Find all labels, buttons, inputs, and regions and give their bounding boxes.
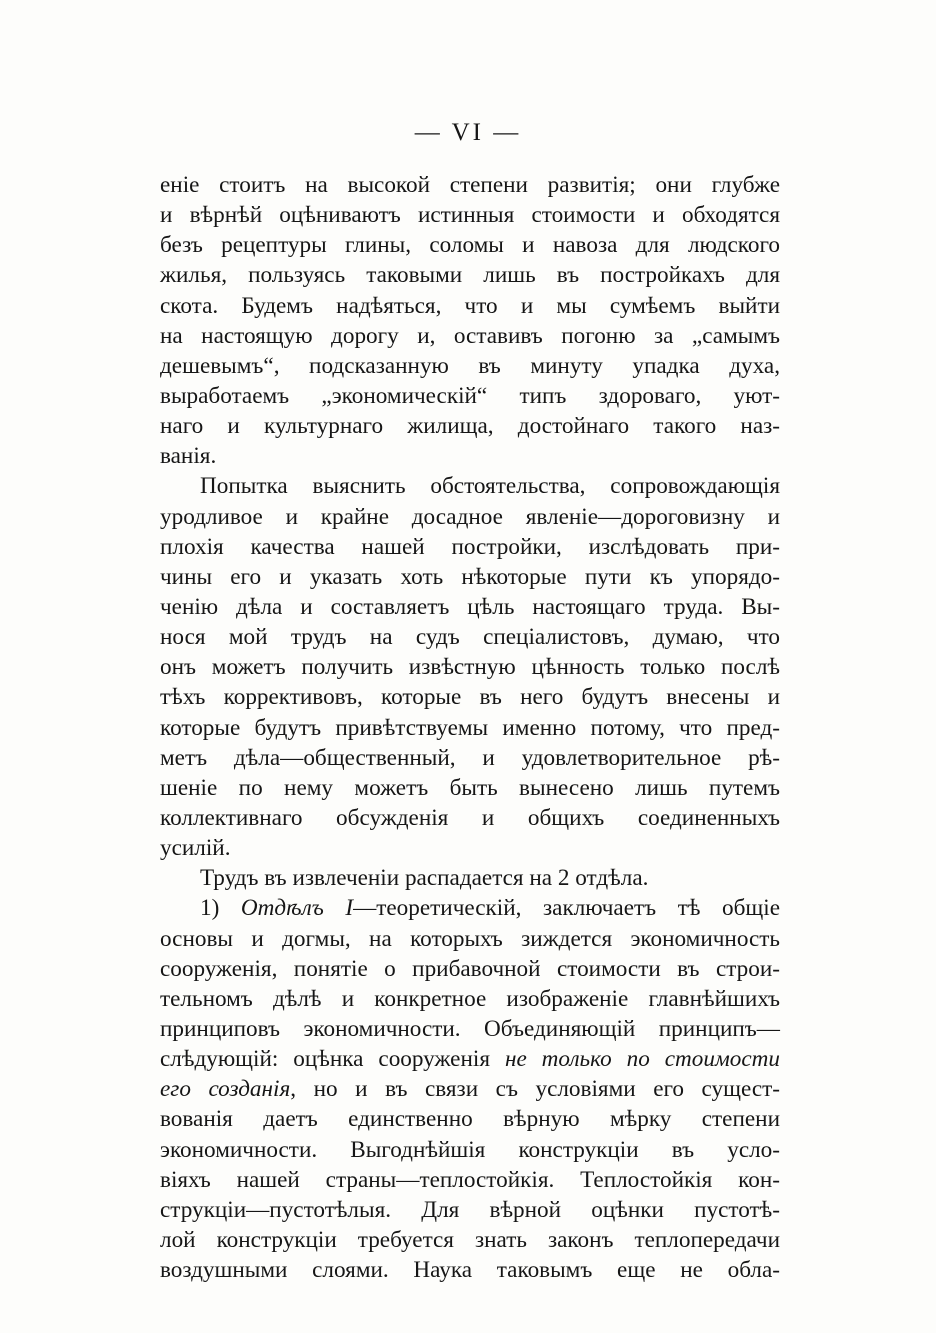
- text-line: тѣхъ коррективовъ, которые въ него будутъ внесены и: [160, 684, 780, 711]
- text-line: вованія даетъ единственно вѣрную мѣрку степени: [160, 1106, 780, 1133]
- page-number: — VI —: [414, 119, 522, 146]
- text-line: Попытка выяснить обстоятельства, сопровождающія: [200, 473, 780, 500]
- text-line: безъ рецептуры глины, соломы и навоза для людского: [160, 232, 780, 259]
- text-line: нося мой трудъ на судъ спеціалистовъ, думаю, что: [160, 624, 780, 651]
- text-line: которые будутъ привѣтствуемы именно потому, что пред-: [160, 714, 780, 741]
- text-line: коллективнаго обсужденія и общихъ соединенныхъ: [160, 804, 780, 831]
- text-line: ванія.: [160, 443, 217, 470]
- text-line: усилій.: [160, 835, 231, 862]
- text-line: наго и культурнаго жилища, достойнаго такого наз-: [160, 413, 780, 440]
- italic-text-segment: Отдѣлъ I: [240, 895, 354, 922]
- text-line: основы и догмы, на которыхъ зиждется экономичность: [160, 925, 780, 952]
- text-line: [160, 893, 780, 923]
- text-line: воздушными слоями. Наука таковымъ еще не обла-: [160, 1257, 780, 1284]
- text-line: [160, 1074, 780, 1104]
- text-line: чины его и указать хоть нѣкоторые пути къ упорядо-: [160, 563, 780, 590]
- text-line: онъ можетъ получить извѣстную цѣнность только послѣ: [160, 654, 780, 681]
- text-segment: , но и въ связи съ условіями его сущест-: [290, 1076, 780, 1103]
- text-line: уродливое и крайне досадное явленіе—дороговизну и: [160, 503, 780, 530]
- text-line: дешевымъ“, подсказанную въ минуту упадка духа,: [160, 352, 780, 379]
- text-line: жилья, пользуясь таковыми лишь въ постройкахъ для: [160, 262, 780, 289]
- text-line: тельномъ дѣлѣ и конкретное изображеніе главнѣйшихъ: [160, 985, 780, 1012]
- text-line: принциповъ экономичности. Объединяющій принципъ—: [160, 1015, 780, 1042]
- text-segment: —теоретическій, заключаетъ тѣ общіе: [353, 895, 780, 922]
- italic-text-segment: его созданія: [160, 1076, 291, 1103]
- italic-text-segment: не только по стоимости: [504, 1046, 780, 1073]
- body-text: [160, 170, 780, 1285]
- text-line: на настоящую дорогу и, оставивъ погоню за „самымъ: [160, 322, 780, 349]
- text-line: лой конструкціи требуется знать законъ теплопередачи: [160, 1226, 780, 1253]
- text-line: скота. Будемъ надѣяться, что и мы сумѣемъ выйти: [160, 292, 780, 319]
- text-line: метъ дѣла—общественный, и удовлетворительное рѣ-: [160, 744, 780, 771]
- text-line: струкціи—пустотѣлыя. Для вѣрной оцѣнки пустотѣ-: [160, 1196, 780, 1223]
- text-line: сооруженія, понятіе о прибавочной стоимости въ строи-: [160, 955, 780, 982]
- text-segment: 1): [200, 895, 241, 922]
- text-line: ченію дѣла и составляетъ цѣль настоящаго труда. Вы-: [160, 593, 780, 620]
- text-line: Трудъ въ извлеченіи распадается на 2 отдѣла.: [200, 865, 649, 892]
- text-line: плохія качества нашей постройки, изслѣдовать при-: [160, 533, 780, 560]
- text-segment: слѣдующій: оцѣнка сооруженія: [160, 1046, 505, 1073]
- text-line: [160, 1044, 780, 1074]
- text-line: віяхъ нашей страны—теплостойкія. Теплостойкія кон-: [160, 1166, 780, 1193]
- text-line: выработаемъ „экономическій“ типъ здороваго, уют-: [160, 382, 780, 409]
- text-line: экономичности. Выгоднѣйшія конструкціи въ усло-: [160, 1136, 780, 1163]
- text-line: еніе стоитъ на высокой степени развитія; они глубже: [160, 172, 780, 198]
- text-line: и вѣрнѣй оцѣниваютъ истинныя стоимости и обходятся: [160, 202, 780, 229]
- text-line: шеніе по нему можетъ быть вынесено лишь путемъ: [160, 774, 780, 801]
